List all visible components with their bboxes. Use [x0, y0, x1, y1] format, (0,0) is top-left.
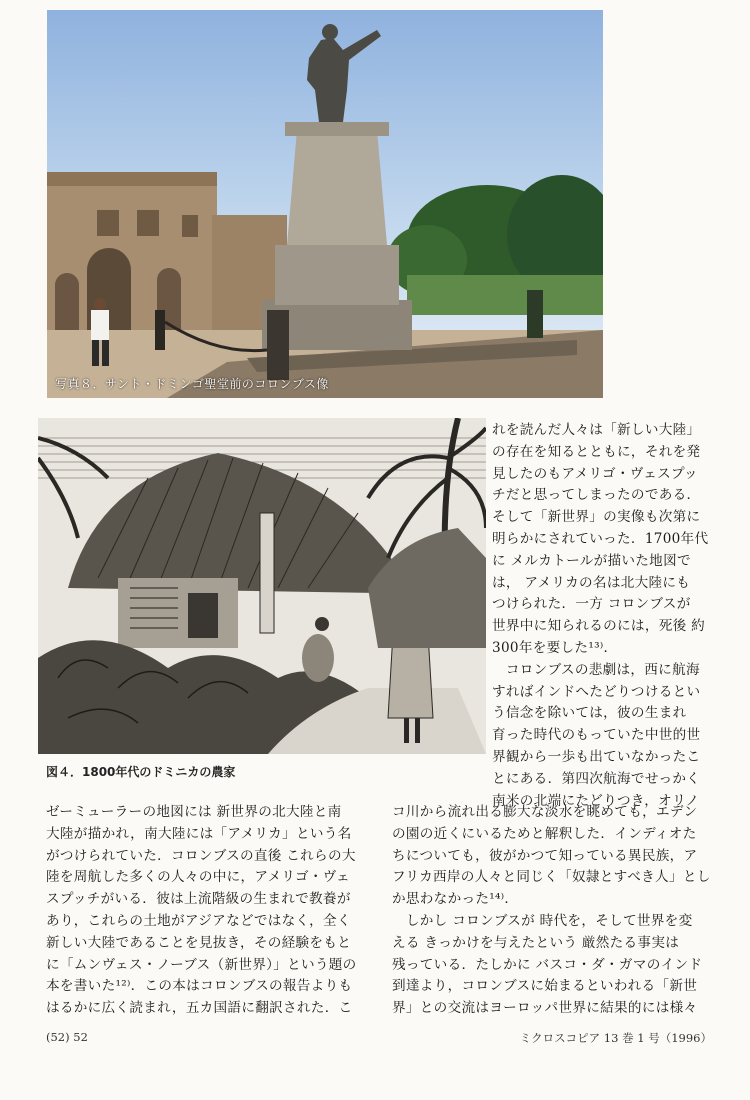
text-line: う信念を除いては，彼の生まれ	[492, 705, 687, 722]
page-number: (52) 52	[46, 1030, 88, 1044]
text-line: 陸を周航した多くの人々の中に，アメリゴ・ヴェ	[46, 869, 351, 886]
photo-caption: 写真８．サント・ドミンゴ聖堂前のコロンブス像	[55, 377, 329, 391]
text-line: に「ムンヴェス・ノーブス（新世界）」という題の	[46, 956, 357, 973]
text-line: スプッチがいる．彼は上流階級の生まれで教養が	[46, 891, 351, 908]
text-line: か思わなかった¹⁴⁾．	[392, 891, 519, 908]
text-line: 残っている．たしかに バスコ・ダ・ガマのインド	[392, 956, 703, 973]
text-column-left-bottom	[46, 802, 376, 1020]
text-line: に メルカトールが描いた地図で	[492, 552, 691, 569]
text-line: ゼーミューラーの地図には 新世界の北大陸と南	[46, 804, 342, 820]
text-line: しかし コロンブスが 時代を，そして世界を変	[392, 912, 693, 929]
text-line: 明らかにされていった．1700年代	[492, 530, 709, 547]
text-line: 見したのもアメリゴ・ヴェスプッ	[492, 465, 698, 482]
journal-citation: ミクロスコピア 13 巻 1 号（1996）	[519, 1031, 712, 1045]
text-line: 到達より，コロンブスに始まるといわれる「新世	[392, 978, 698, 995]
text-line: 300年を要した¹³⁾．	[492, 639, 618, 656]
text-line: 大陸が描かれ，南大陸には「アメリカ」という名	[46, 825, 352, 842]
text-line: とにある．第四次航海でせっかく	[492, 770, 701, 787]
text-line: すればインドへたどりつけるとい	[492, 683, 701, 700]
photo-columbus-statue	[47, 10, 603, 398]
text-line: チだと思ってしまったのである．	[492, 487, 701, 504]
text-line: あり，これらの土地がアジアなどではなく，全く	[46, 912, 351, 929]
text-line: 世界中に知られるのには，死後 約	[492, 618, 706, 635]
text-column-right-bottom	[392, 802, 722, 1020]
text-line: 本を書いた¹²⁾．この本はコロンブスの報告よりも	[46, 978, 353, 995]
text-line: はるかに広く読まれ，五カ国語に翻訳された．こ	[46, 1000, 353, 1017]
text-line: 新しい大陸であることを見抜き，その経験をもと	[46, 934, 352, 951]
text-line: コロンブスの悲劇は，西に航海	[492, 661, 700, 678]
text-line: 界観から一歩も出ていなかったこ	[492, 748, 701, 765]
text-column-right-top	[492, 420, 714, 812]
engraving-dominican-farmhouse	[38, 418, 486, 754]
text-line: の存在を知るとともに，それを発	[492, 443, 701, 460]
text-line: がつけられていた．コロンブスの直後 これらの大	[46, 847, 356, 864]
text-line: フリカ西岸の人々と同じく「奴隷とすべき人」とし	[392, 869, 711, 886]
text-line: の園の近くにいるためと解釈した．インディオた	[392, 825, 697, 842]
text-line: える きっかけを与えたという 厳然たる事実は	[392, 934, 680, 951]
text-line: コ川から流れ出る膨大な淡水を眺めても，エデン	[392, 804, 698, 820]
text-line: 南米の北端にたどりつき，オリノ	[492, 792, 700, 809]
text-line: ちについても，彼がかつて知っている異民族，ア	[392, 847, 698, 864]
text-line: 界」との交流はヨーロッパ世界に結果的には様々	[392, 1000, 698, 1017]
text-line: つけられた．一方 コロンブスが	[492, 596, 691, 613]
text-line: 育った時代のもっていた中世的世	[492, 727, 701, 744]
text-line: そして「新世界」の実像も次第に	[492, 509, 701, 526]
text-line: は， アメリカの名は北大陸にも	[492, 574, 691, 591]
figure-caption: 図４．1800年代のドミニカの農家	[46, 765, 236, 779]
text-line: れを読んだ人々は「新しい大陸」	[492, 422, 701, 438]
